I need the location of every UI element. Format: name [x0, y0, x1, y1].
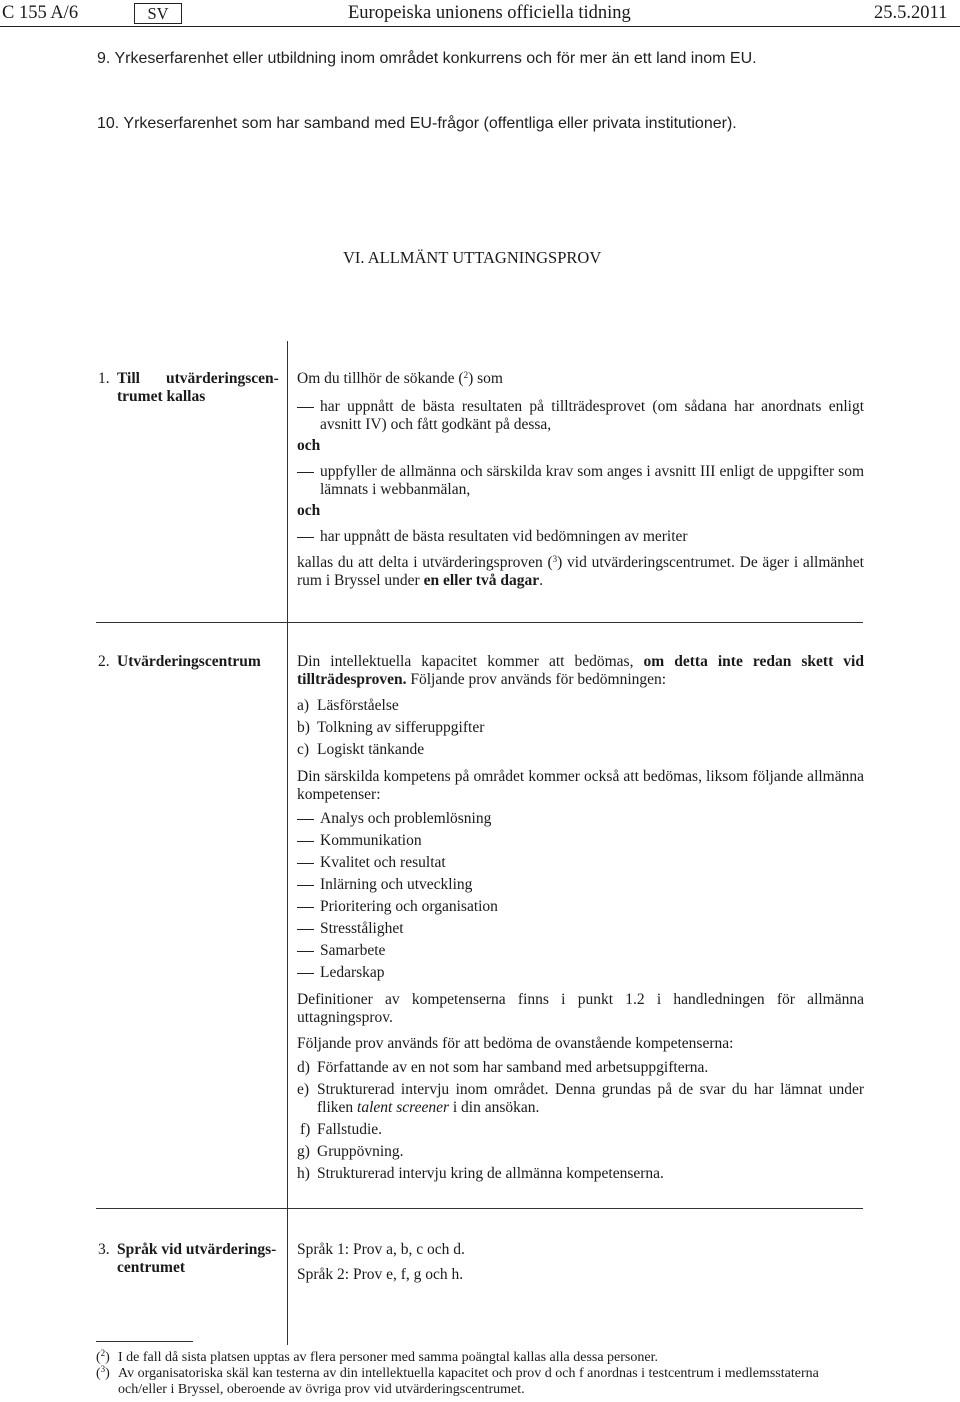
list-item: f) Fallstudie.	[300, 1121, 383, 1138]
following-tests-intro: Följande prov används för att bedöma de ovanstående kompetenserna:	[297, 1035, 734, 1052]
row2-label: Utvärderingscentrum	[117, 653, 261, 670]
row3-language-1: Språk 1: Prov a, b, c och d.	[297, 1241, 465, 1258]
footnote-2: ($^2$) I de fall då sista platsen upptas av flera personer med samma poängtal kallas alla dessa personer.	[96, 1348, 658, 1365]
dash-marker	[297, 907, 314, 908]
table-column-divider	[287, 341, 288, 1345]
list-item: c) Logiskt tänkande	[297, 741, 425, 758]
conjunction-och: och	[297, 437, 321, 454]
intro-item-10: 10. Yrkeserfarenhet som har samband med EU-frågor (offentliga eller privata institutioner).	[97, 115, 737, 132]
header-rule	[0, 26, 960, 27]
conjunction-och: och	[297, 502, 321, 519]
page-reference: C 155 A/6	[2, 3, 79, 23]
footnote-ref-2: 2	[463, 370, 469, 380]
row1-number: 1.	[98, 370, 110, 387]
list-item: Stresstålighet	[297, 920, 864, 938]
list-item: e) Strukturerad intervju inom området. Denna grundas på de svar du har lämnat under fliken talent screener i din ansökan.	[297, 1081, 864, 1116]
row1-content	[297, 370, 864, 590]
table-row-divider	[96, 1208, 863, 1209]
dash-marker	[297, 929, 314, 930]
list-item: Ledarskap	[297, 964, 864, 982]
list-item: g) Gruppövning.	[297, 1143, 404, 1160]
row3-label-part1: Språk vid utvärderings-	[117, 1241, 277, 1258]
list-item: h) Strukturerad intervju kring de allmänna kompetenserna.	[297, 1165, 664, 1182]
row3-language-2: Språk 2: Prov e, f, g och h.	[297, 1266, 464, 1283]
row1-label-part3: trumet kallas	[117, 388, 206, 405]
list-item: Kommunikation	[297, 832, 864, 850]
list-item: a) Läsförståelse	[297, 697, 399, 714]
row2-content	[297, 653, 864, 1183]
table-row-divider	[96, 622, 863, 623]
list-item: Samarbete	[297, 942, 864, 960]
list-item: Kvalitet och resultat	[297, 854, 864, 872]
row3-label-part2: centrumet	[117, 1259, 185, 1276]
list-item: Inlärning och utveckling	[297, 876, 864, 894]
list-item: har uppnått de bästa resultaten på tillträdesprovet (om sådana har anordnats enligt avsnitt IV) och fått godkänt på dessa,	[297, 398, 864, 434]
row1-intro: Om du tillhör de sökande ($^2$) som	[297, 370, 503, 387]
competence-intro: Din särskilda kompetens på området kommer också att bedömas, liksom följande allmänna kompetenser:	[297, 768, 864, 803]
intro-item-9: 9. Yrkeserfarenhet eller utbildning inom området konkurrens och för mer än ett land inom EU.	[97, 50, 757, 67]
footnote-3: ($^3$) Av organisatoriska skäl kan testerna av din intellektuella kapacitet och prov d och f anordnas i testcentrum i medlemsstaterna och/eller i Bryssel, oberoende av övriga prov vid utvärderingscentrumet.	[96, 1364, 819, 1397]
row1-label-part1: Till	[117, 370, 140, 387]
dash-marker	[297, 973, 314, 974]
dash-marker	[297, 819, 314, 820]
row1-closing: kallas du att delta i utvärderingsproven ($^3$) vid utvärderingscentrumet. De äger i allmänhet rum i Bryssel under en eller två dagar.	[297, 554, 864, 589]
list-item: har uppnått de bästa resultaten vid bedömningen av meriter	[297, 528, 864, 546]
list-item: Prioritering och organisation	[297, 898, 864, 916]
definitions-text: Definitioner av kompetenserna finns i punkt 1.2 i handledningen för allmänna uttagningsprov.	[297, 991, 864, 1026]
journal-title: Europeiska unionens officiella tidning	[348, 3, 631, 23]
dash-marker	[297, 537, 314, 538]
row2-number: 2.	[98, 653, 110, 670]
dash-marker	[297, 407, 314, 408]
list-item: uppfyller de allmänna och särskilda krav som anges i avsnitt III enligt de uppgifter som lämnats i webbanmälan,	[297, 463, 864, 499]
row1-label-part2: utvärderingscen-	[166, 370, 279, 387]
dash-marker	[297, 472, 314, 473]
list-item: d) Författande av en not som har samband med arbetsuppgifterna.	[297, 1059, 709, 1076]
dash-marker	[297, 951, 314, 952]
dash-marker	[297, 841, 314, 842]
dash-marker	[297, 863, 314, 864]
publication-date: 25.5.2011	[874, 3, 948, 23]
competence-list	[297, 810, 864, 982]
row2-intro: Din intellektuella kapacitet kommer att bedömas, om detta inte redan skett vid tillträdesproven. Följande prov används för bedömningen:	[297, 653, 864, 688]
footnote-ref-3: 3	[552, 554, 558, 564]
row3-number: 3.	[98, 1241, 110, 1258]
list-item: b) Tolkning av sifferuppgifter	[297, 719, 485, 736]
section-title: VI. ALLMÄNT UTTAGNINGSPROV	[343, 248, 602, 267]
language-badge: SV	[134, 3, 182, 24]
test-list-dh	[297, 1059, 864, 1183]
dash-marker	[297, 885, 314, 886]
footnote-rule	[96, 1341, 193, 1342]
list-item: Analys och problemlösning	[297, 810, 864, 828]
test-list-abc	[297, 697, 864, 759]
